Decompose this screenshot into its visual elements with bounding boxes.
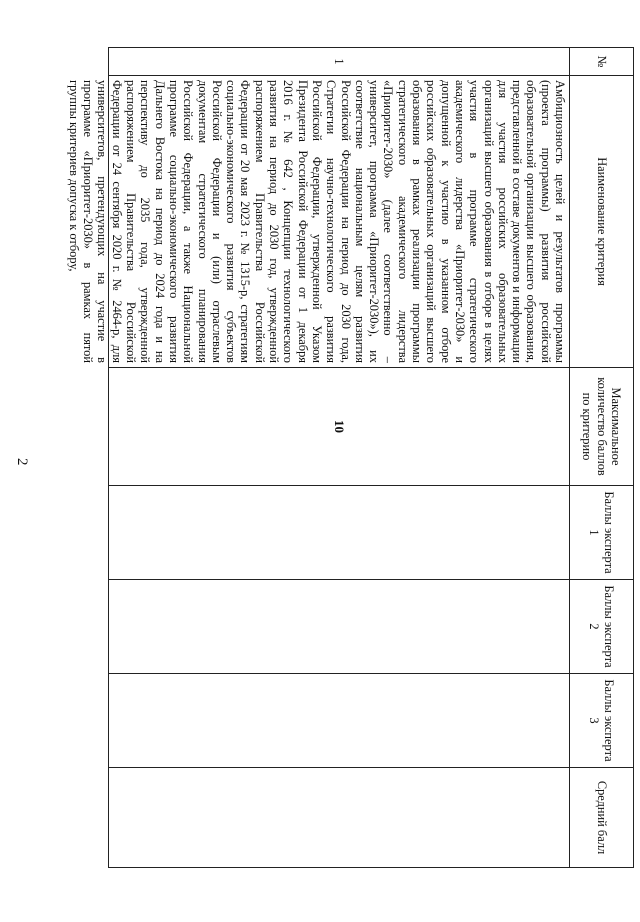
expert-2-score-cell[interactable] bbox=[109, 580, 570, 674]
max-score-value: 10 bbox=[109, 368, 570, 486]
header-expert-3: Баллы эксперта 3 bbox=[570, 674, 634, 768]
page-number: 2 bbox=[14, 458, 30, 466]
table-row bbox=[109, 48, 570, 868]
header-criterion-name: Наименование критерия bbox=[570, 76, 634, 368]
criterion-description bbox=[66, 76, 570, 368]
header-max-score: Максимальное количество баллов по критерию bbox=[570, 368, 634, 486]
table-header-row bbox=[570, 48, 634, 868]
row-number: 1 bbox=[109, 48, 570, 76]
criteria-table bbox=[66, 47, 634, 868]
header-expert-1: Баллы эксперта 1 bbox=[570, 486, 634, 580]
header-num: № bbox=[570, 48, 634, 76]
header-average-score: Средний балл bbox=[570, 768, 634, 868]
criterion-text: Амбициозность целей и результатов программы (проекта программы) развития российской образовательной организации высшего образования, представленной в составе документов и информации для участия российских образовательных организаций высшего образования в отборе в целях участия в программе стратегического академического лидерства «Приоритет-2030» и допущенной к участию в указанном отборе российских образовательных организаций высшего образования в рамках реализации программы стратегического академического лидерства «Приоритет-2030» (далее соответственно – университет, программа «Приоритет-2030»), их соответствие национальным целям развития Российской Федерации на период до 2030 года, Стратегии научно-технологического развития Российской Федерации, утвержденной Указом Президента Российской Федерации от 1 декабря 2016 г. № 642 , Концепции технологического развития на период до 2030 год, утвержденной распоряжением Правительства Российской Федерации от 20 мая 2023 г. № 1315-р, стратегиям социально-экономического развития субъектов Российской Федерации и (или) отраслевым документам стратегического планирования Российской Федерации, а также Национальной программе социально-экономического развития Дальнего Востока на период до 2024 года и на перспективу до 2035 года, утвержденной распоряжением Правительства Российской Федерации от 24 сентября 2020 г. № 2464-р, для университетов, претендующих на участие в программе «Приоритет-2030» в рамках пятой группы критериев допуска к отбору, bbox=[66, 80, 567, 363]
average-score-cell bbox=[109, 768, 570, 868]
header-expert-2: Баллы эксперта 2 bbox=[570, 580, 634, 674]
criteria-table-sheet bbox=[66, 47, 634, 867]
expert-3-score-cell[interactable] bbox=[109, 674, 570, 768]
expert-1-score-cell[interactable] bbox=[109, 486, 570, 580]
